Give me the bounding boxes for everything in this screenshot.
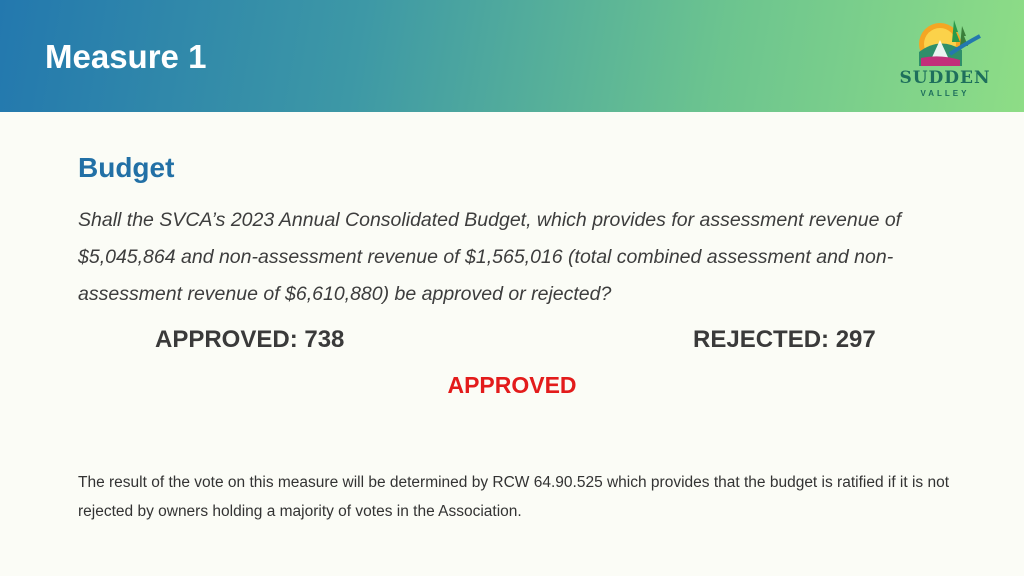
page-title: Measure 1 (45, 38, 207, 75)
section-heading: Budget (78, 152, 175, 183)
rejected-count: REJECTED: 297 (693, 326, 876, 353)
footnote-text: The result of the vote on this measure will be determined by RCW 64.90.525 which provides that the budget is ratified if it is not rejected by owners holding a majority of votes in the Association. (78, 474, 950, 520)
sudden-valley-logo (890, 14, 1000, 104)
sudden-valley-logo-icon (890, 14, 1000, 70)
header-banner (0, 0, 1024, 112)
result-status: APPROVED (447, 372, 577, 398)
ballot-question: Shall the SVCA’s 2023 Annual Consolidated Budget, which provides for assessment revenue of $5,045,864 and non-assessment revenue of $1,565,016 (total combined assessment and non-assessment revenue of $6,610,880) be approved or rejected? (78, 209, 902, 305)
approved-count: APPROVED: 738 (155, 326, 345, 353)
logo-wordmark: SUDDEN (899, 68, 991, 88)
logo-subtitle: VALLEY (920, 89, 970, 98)
